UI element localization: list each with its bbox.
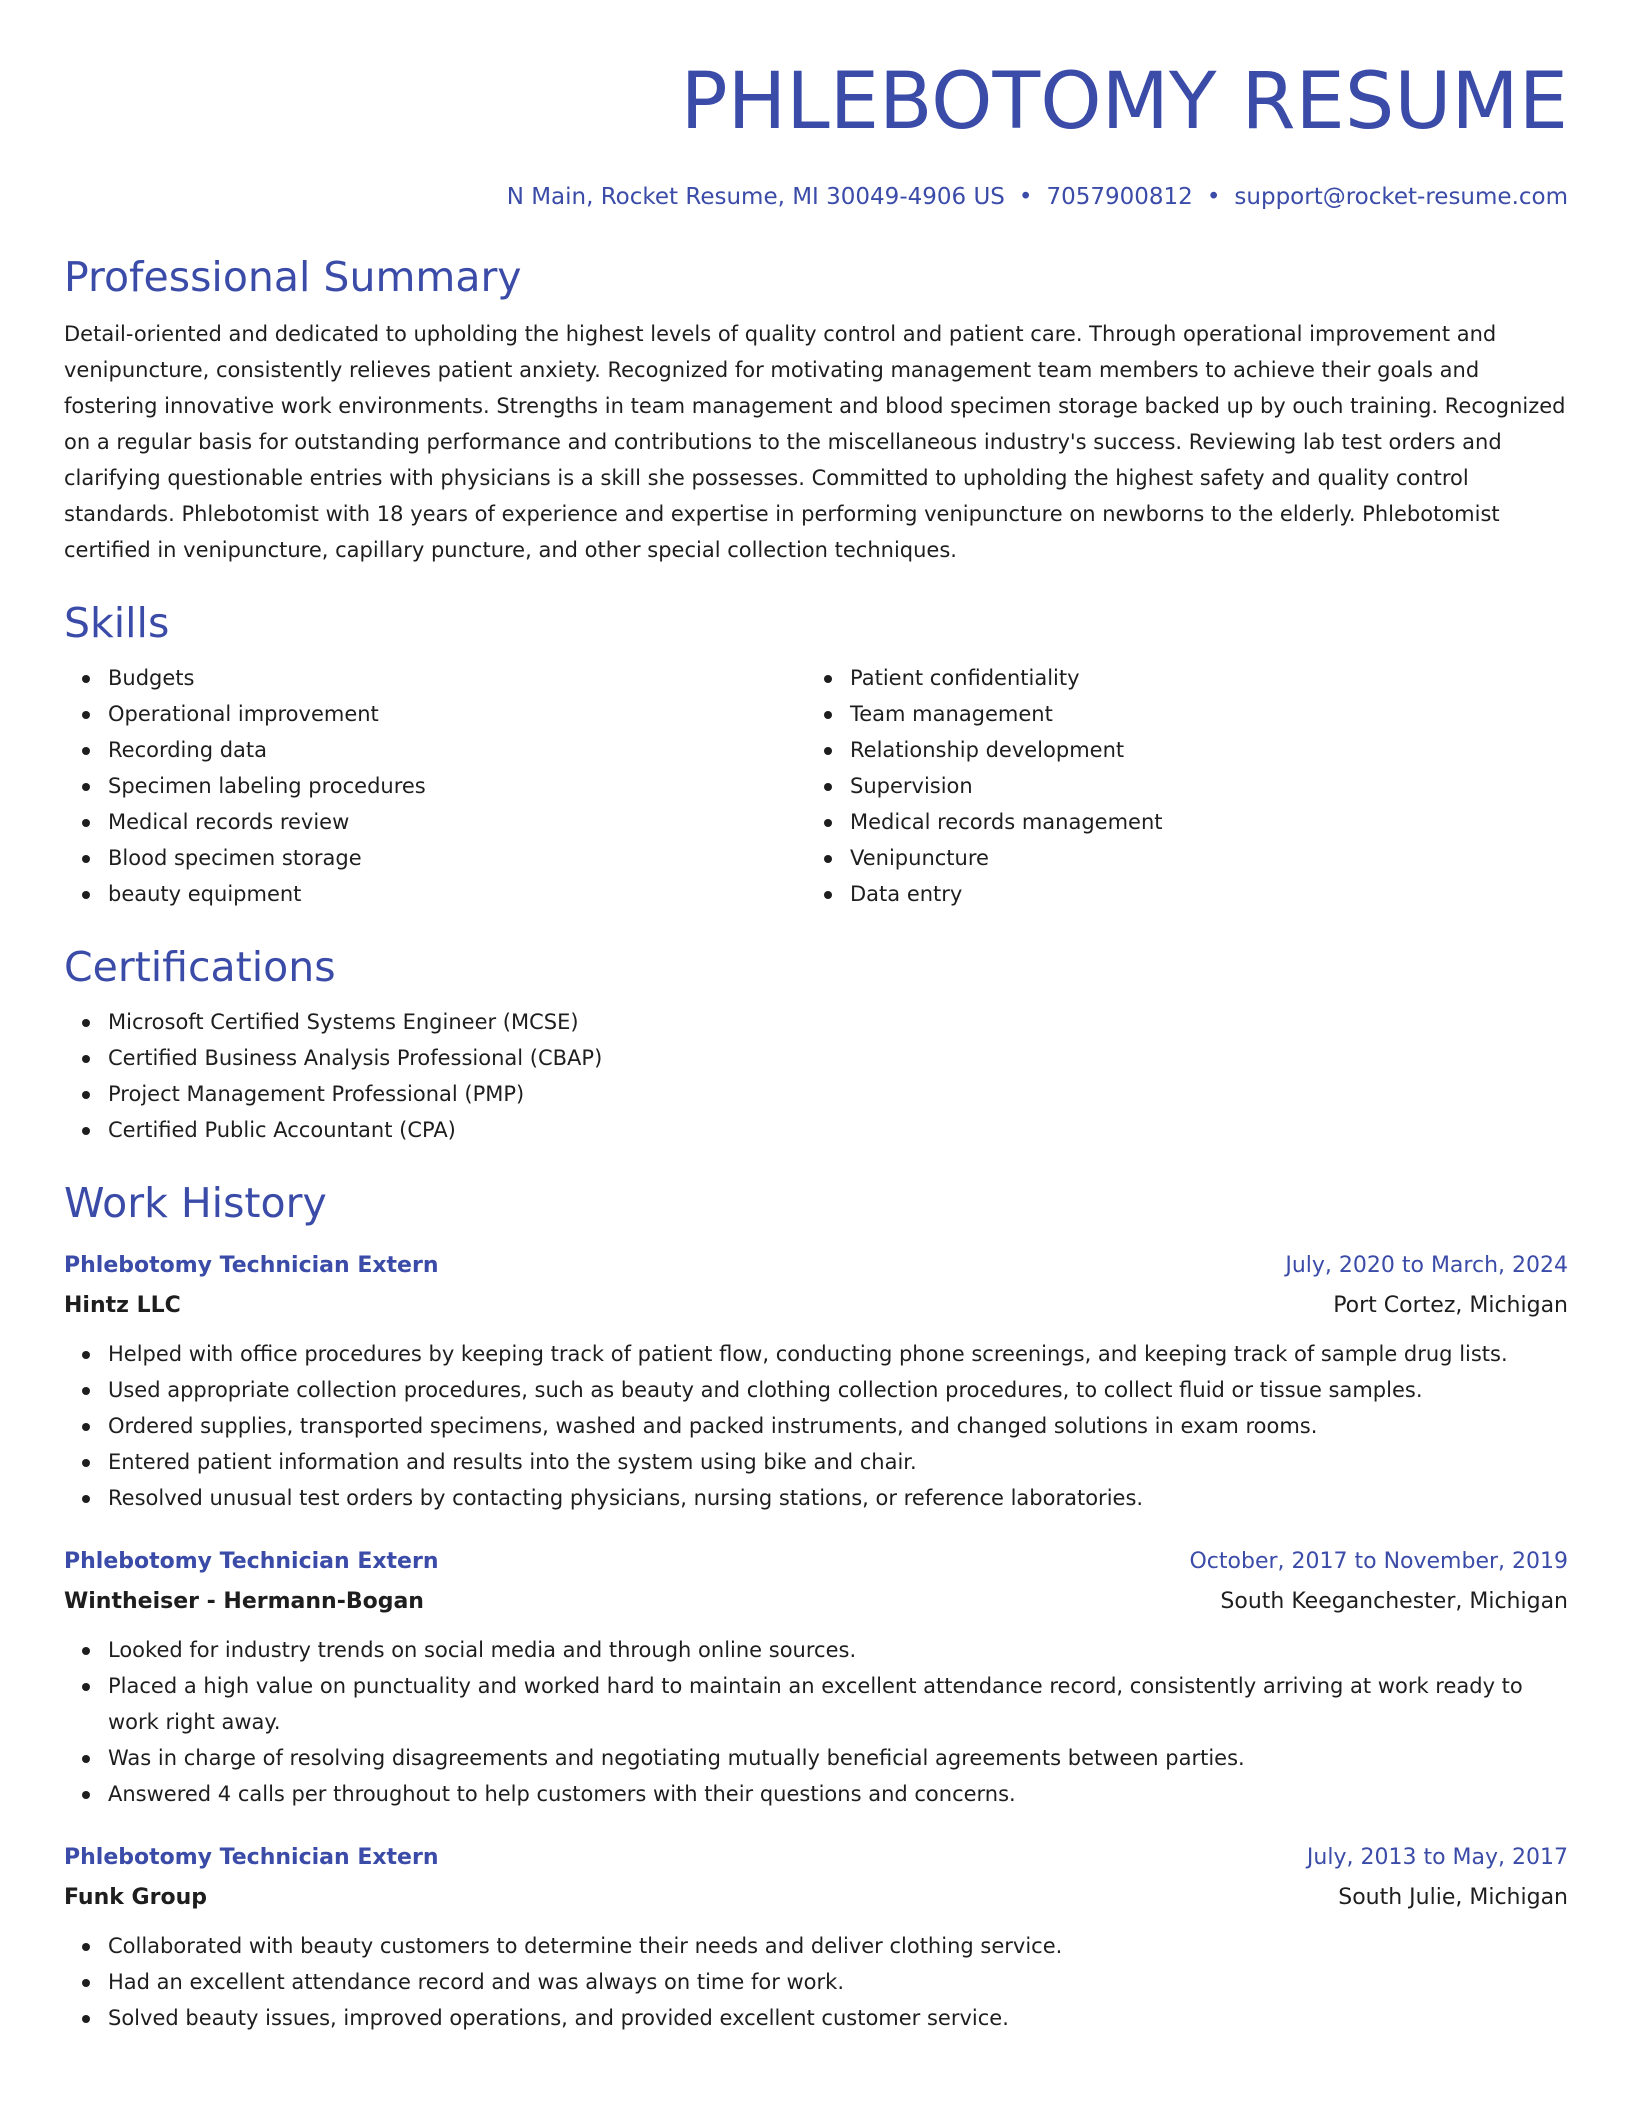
job-entry [64,1838,1568,2036]
job-location: South Julie, Michigan [1338,1885,1568,1910]
contact-separator: • [1018,184,1033,210]
job-header-row [64,1542,1568,1582]
job-header-row [64,1838,1568,1878]
skill-item: Blood specimen storage [64,840,806,876]
job-location: South Keeganchester, Michigan [1220,1589,1568,1614]
job-bullets [64,1632,1568,1812]
skills-heading: Skills [64,599,170,647]
job-title: Phlebotomy Technician Extern [64,1845,439,1870]
job-bullets [64,1928,1568,2036]
job-header-row [64,1246,1568,1286]
job-bullet: Entered patient information and results into the system using bike and chair. [64,1444,1568,1480]
certification-item: Certified Business Analysis Professional (CBAP) [64,1040,1568,1076]
summary-text: Detail-oriented and dedicated to upholding the highest levels of quality control and patient care. Through operational improvement and venipuncture, consistently relieves patient anxiety. Recognized for motivating management team members to achieve their goals and fostering innovative work environments. Strengths in team management and blood specimen storage backed up by ouch training. Recognized on a regular basis for outstanding performance and contributions to the miscellaneous industry's success. Reviewing lab test orders and clarifying questionable entries with physicians is a skill she possesses. Committed to upholding the highest safety and quality control standards. Phlebotomist with 18 years of experience and expertise in performing venipuncture on newborns to the elderly. Phlebotomist certified in venipuncture, capillary puncture, and other special collection techniques. [64,322,1566,562]
skills-list [64,660,1568,912]
summary-heading: Professional Summary [64,253,522,301]
skill-item: Data entry [806,876,1548,912]
certification-item: Microsoft Certified Systems Engineer (MCSE) [64,1004,1568,1040]
skill-item: Relationship development [806,732,1548,768]
job-title: Phlebotomy Technician Extern [64,1549,439,1574]
work-history-heading: Work History [64,1179,327,1227]
job-bullet: Had an excellent attendance record and was always on time for work. [64,1964,1568,2000]
skills-column-left [64,660,806,912]
job-title: Phlebotomy Technician Extern [64,1253,439,1278]
job-bullets [64,1336,1568,1516]
job-bullet: Answered 4 calls per throughout to help customers with their questions and concerns. [64,1776,1568,1812]
skill-item: Medical records management [806,804,1548,840]
job-bullet: Used appropriate collection procedures, such as beauty and clothing collection procedures, to collect fluid or tissue samples. [64,1372,1568,1408]
job-company-row [64,1286,1568,1326]
contact-line [64,182,1568,212]
job-bullet: Helped with office procedures by keeping track of patient flow, conducting phone screenings, and keeping track of sample drug lists. [64,1336,1568,1372]
job-company-row [64,1582,1568,1622]
certification-item: Certified Public Accountant (CPA) [64,1112,1568,1148]
work-history-list [64,1246,1568,2036]
certifications-heading: Certifications [64,943,336,991]
skill-item: Supervision [806,768,1548,804]
contact-separator: • [1206,184,1221,210]
skill-item: Recording data [64,732,806,768]
skill-item: Venipuncture [806,840,1548,876]
job-company: Hintz LLC [64,1293,181,1318]
job-bullet: Solved beauty issues, improved operations, and provided excellent customer service. [64,2000,1568,2036]
job-bullet: Resolved unusual test orders by contacting physicians, nursing stations, or reference laboratories. [64,1480,1568,1516]
job-dates: July, 2020 to March, 2024 [1285,1253,1568,1278]
job-entry [64,1246,1568,1516]
skill-item: Specimen labeling procedures [64,768,806,804]
contact-phone: 7057900812 [1046,184,1193,210]
resume-name: PHLEBOTOMY RESUME [680,57,1568,147]
skill-item: Operational improvement [64,696,806,732]
job-bullet: Collaborated with beauty customers to determine their needs and deliver clothing service. [64,1928,1568,1964]
job-company-row [64,1878,1568,1918]
job-bullet: Placed a high value on punctuality and worked hard to maintain an excellent attendance record, consistently arriving at work ready to work right away. [64,1668,1568,1740]
skill-item: Patient confidentiality [806,660,1548,696]
job-entry [64,1542,1568,1812]
contact-email: support@rocket-resume.com [1234,184,1568,210]
skill-item: Medical records review [64,804,806,840]
job-dates: July, 2013 to May, 2017 [1306,1845,1568,1870]
contact-address: N Main, Rocket Resume, MI 30049-4906 US [506,184,1005,210]
job-company: Funk Group [64,1885,207,1910]
certifications-list [64,1004,1568,1148]
job-bullet: Ordered supplies, transported specimens, washed and packed instruments, and changed solutions in exam rooms. [64,1408,1568,1444]
skills-column-right [806,660,1548,912]
job-bullet: Was in charge of resolving disagreements and negotiating mutually beneficial agreements between parties. [64,1740,1568,1776]
job-company: Wintheiser - Hermann-Bogan [64,1589,424,1614]
job-bullet: Looked for industry trends on social media and through online sources. [64,1632,1568,1668]
job-location: Port Cortez, Michigan [1333,1293,1568,1318]
certification-item: Project Management Professional (PMP) [64,1076,1568,1112]
skill-item: Team management [806,696,1548,732]
skill-item: Budgets [64,660,806,696]
skill-item: beauty equipment [64,876,806,912]
job-dates: October, 2017 to November, 2019 [1189,1549,1568,1574]
